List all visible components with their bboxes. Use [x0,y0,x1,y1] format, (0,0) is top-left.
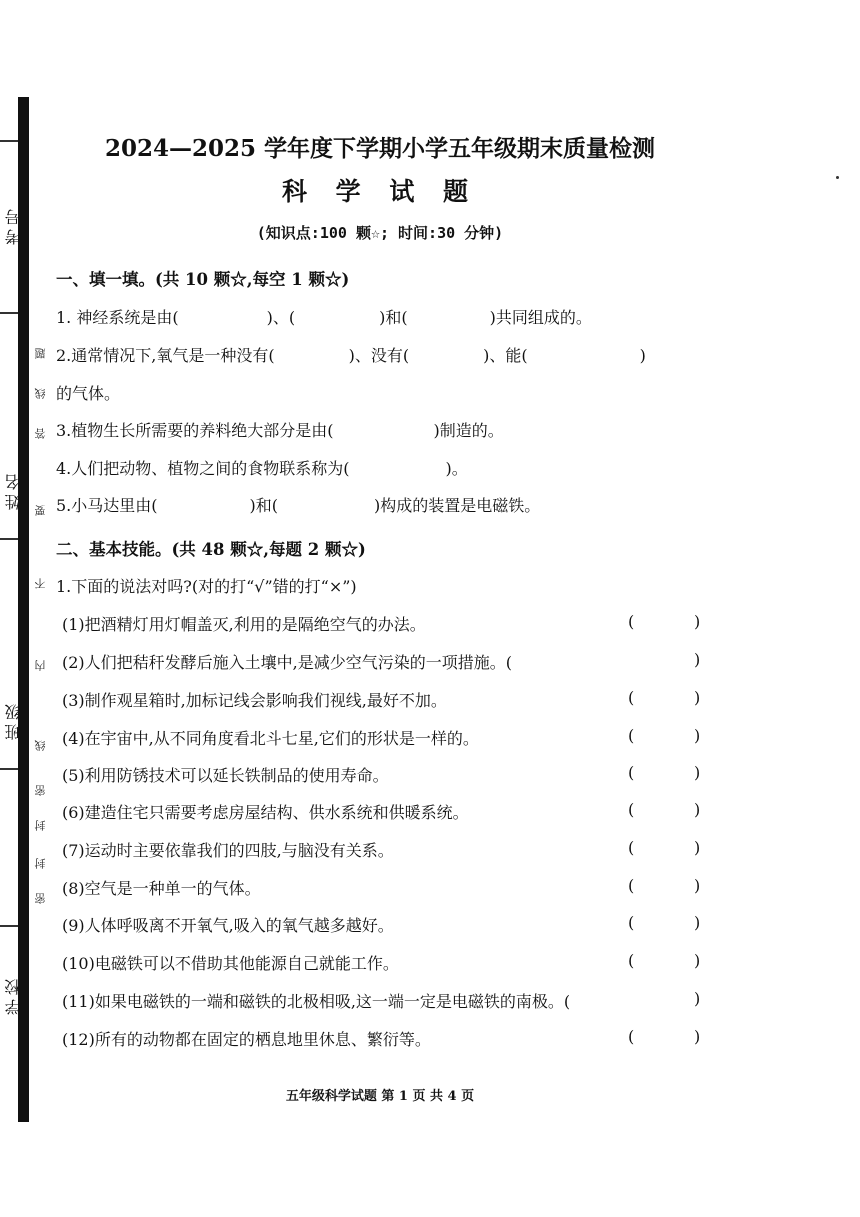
answer-paren-close: ) [694,989,701,1008]
class-label: 班级 [4,700,23,740]
seal-char: 内 [34,660,47,671]
answer-paren-open[interactable]: ( [628,688,635,707]
question-2 [56,343,646,366]
side-divider [0,768,18,770]
judgement-text: (12)所有的动物都在固定的栖息地里休息、繁衍等。 [62,1030,431,1049]
judgement-text: (3)制作观星箱时,加标记线会影响我们视线,最好不加。 [62,691,447,710]
question-text: 3.植物生长所需要的养料绝大部分是由( [56,421,334,440]
question-text: )制造的。 [433,421,504,440]
question-text: )和( [249,496,279,515]
judgement-text: (5)利用防锈技术可以延长铁制品的使用寿命。 [62,766,389,785]
question-text: )和( [379,308,408,327]
exam-info: (知识点:100 颗☆; 时间:30 分钟) [256,224,504,242]
question-text: 2.通常情况下,氧气是一种没有( [56,346,275,365]
side-divider [0,925,18,927]
judgement-text: (4)在宇宙中,从不同角度看北斗七星,它们的形状是一样的。 [62,729,479,748]
seal-char: 封 [34,858,47,869]
answer-paren-close: ) [694,763,701,782]
answer-paren-open[interactable]: ( [628,951,635,970]
exam-subtitle: 科 学 试 题 [281,177,479,206]
answer-paren-close: ) [694,688,701,707]
side-divider [0,312,18,314]
question-3 [56,418,504,441]
seal-char: 线 [34,388,47,399]
seal-char: 答 [34,428,47,439]
scan-dot [836,176,839,179]
answer-paren-close: ) [694,800,701,819]
answer-paren-open[interactable]: ( [628,800,635,819]
question-4 [56,456,468,479]
judgement-prompt: 1.下面的说法对吗?(对的打“√”错的打“×”) [56,577,357,596]
question-text: 4.人们把动物、植物之间的食物联系称为( [56,459,350,478]
school-label: 学校 [4,975,23,1015]
answer-paren-open[interactable]: ( [628,838,635,857]
judgement-text: (1)把酒精灯用灯帽盖灭,利用的是隔绝空气的办法。 [62,615,426,634]
seal-char: 不 [34,578,47,589]
judgement-text: (10)电磁铁可以不借助其他能源自己就能工作。 [62,954,399,973]
seal-char: 线 [34,740,47,751]
answer-paren-close: ) [694,612,701,631]
answer-paren-close: ) [694,951,701,970]
seal-char: 封 [34,820,47,831]
page-footer: 五年级科学试题 第 1 页 共 4 页 [285,1089,475,1104]
answer-paren-close: ) [694,1027,701,1046]
question-text: )。 [445,459,468,478]
judgement-text: (8)空气是一种单一的气体。 [62,879,261,898]
seal-char: 要 [34,505,47,516]
answer-paren-open[interactable]: ( [628,612,635,631]
exam-title: 2024—2025 学年度下学期小学五年级期末质量检测 [104,135,656,162]
judgement-text: (2)人们把秸秆发酵后施入土壤中,是减少空气污染的一项措施。( [62,653,512,672]
answer-paren-close: ) [694,650,701,669]
question-text: 1. 神经系统是由( [56,308,179,327]
question-text: 5.小马达里由( [56,496,158,515]
name-label: 姓名 [4,470,23,510]
answer-paren-open[interactable]: ( [628,913,635,932]
question-text: ) [639,346,646,365]
answer-paren-open[interactable]: ( [628,1027,635,1046]
question-text: )、没有( [348,346,410,365]
judgement-text: (9)人体呼吸离不开氧气,吸入的氧气越多越好。 [62,916,394,935]
question-text: )共同组成的。 [489,308,592,327]
binding-margin-bar [18,97,29,1122]
answer-paren-open[interactable]: ( [628,876,635,895]
question-1 [56,305,592,328]
exam-number-label: 考号 [4,205,23,245]
question-text: )构成的装置是电磁铁。 [374,496,541,515]
seal-char: 题 [34,348,47,359]
answer-paren-open[interactable]: ( [628,763,635,782]
answer-paren-close: ) [694,913,701,932]
section-heading: 一、填一填。(共 10 颗☆,每空 1 颗☆) [56,270,350,289]
question-text: )、( [266,308,296,327]
answer-paren-close: ) [694,876,701,895]
judgement-text: (11)如果电磁铁的一端和磁铁的北极相吸,这一端一定是电磁铁的南极。( [62,992,571,1011]
judgement-text: (7)运动时主要依靠我们的四肢,与脑没有关系。 [62,841,394,860]
judgement-text: (6)建造住宅只需要考虑房屋结构、供水系统和供暖系统。 [62,803,469,822]
section-heading: 二、基本技能。(共 48 颗☆,每题 2 颗☆) [56,540,366,559]
answer-paren-close: ) [694,726,701,745]
answer-paren-open[interactable]: ( [628,726,635,745]
answer-paren-close: ) [694,838,701,857]
question-5 [56,493,540,516]
seal-char: 密 [34,893,47,904]
question-text: )、能( [483,346,528,365]
question-2-continued: 的气体。 [56,384,121,403]
side-divider [0,538,18,540]
seal-char: 密 [34,785,47,796]
